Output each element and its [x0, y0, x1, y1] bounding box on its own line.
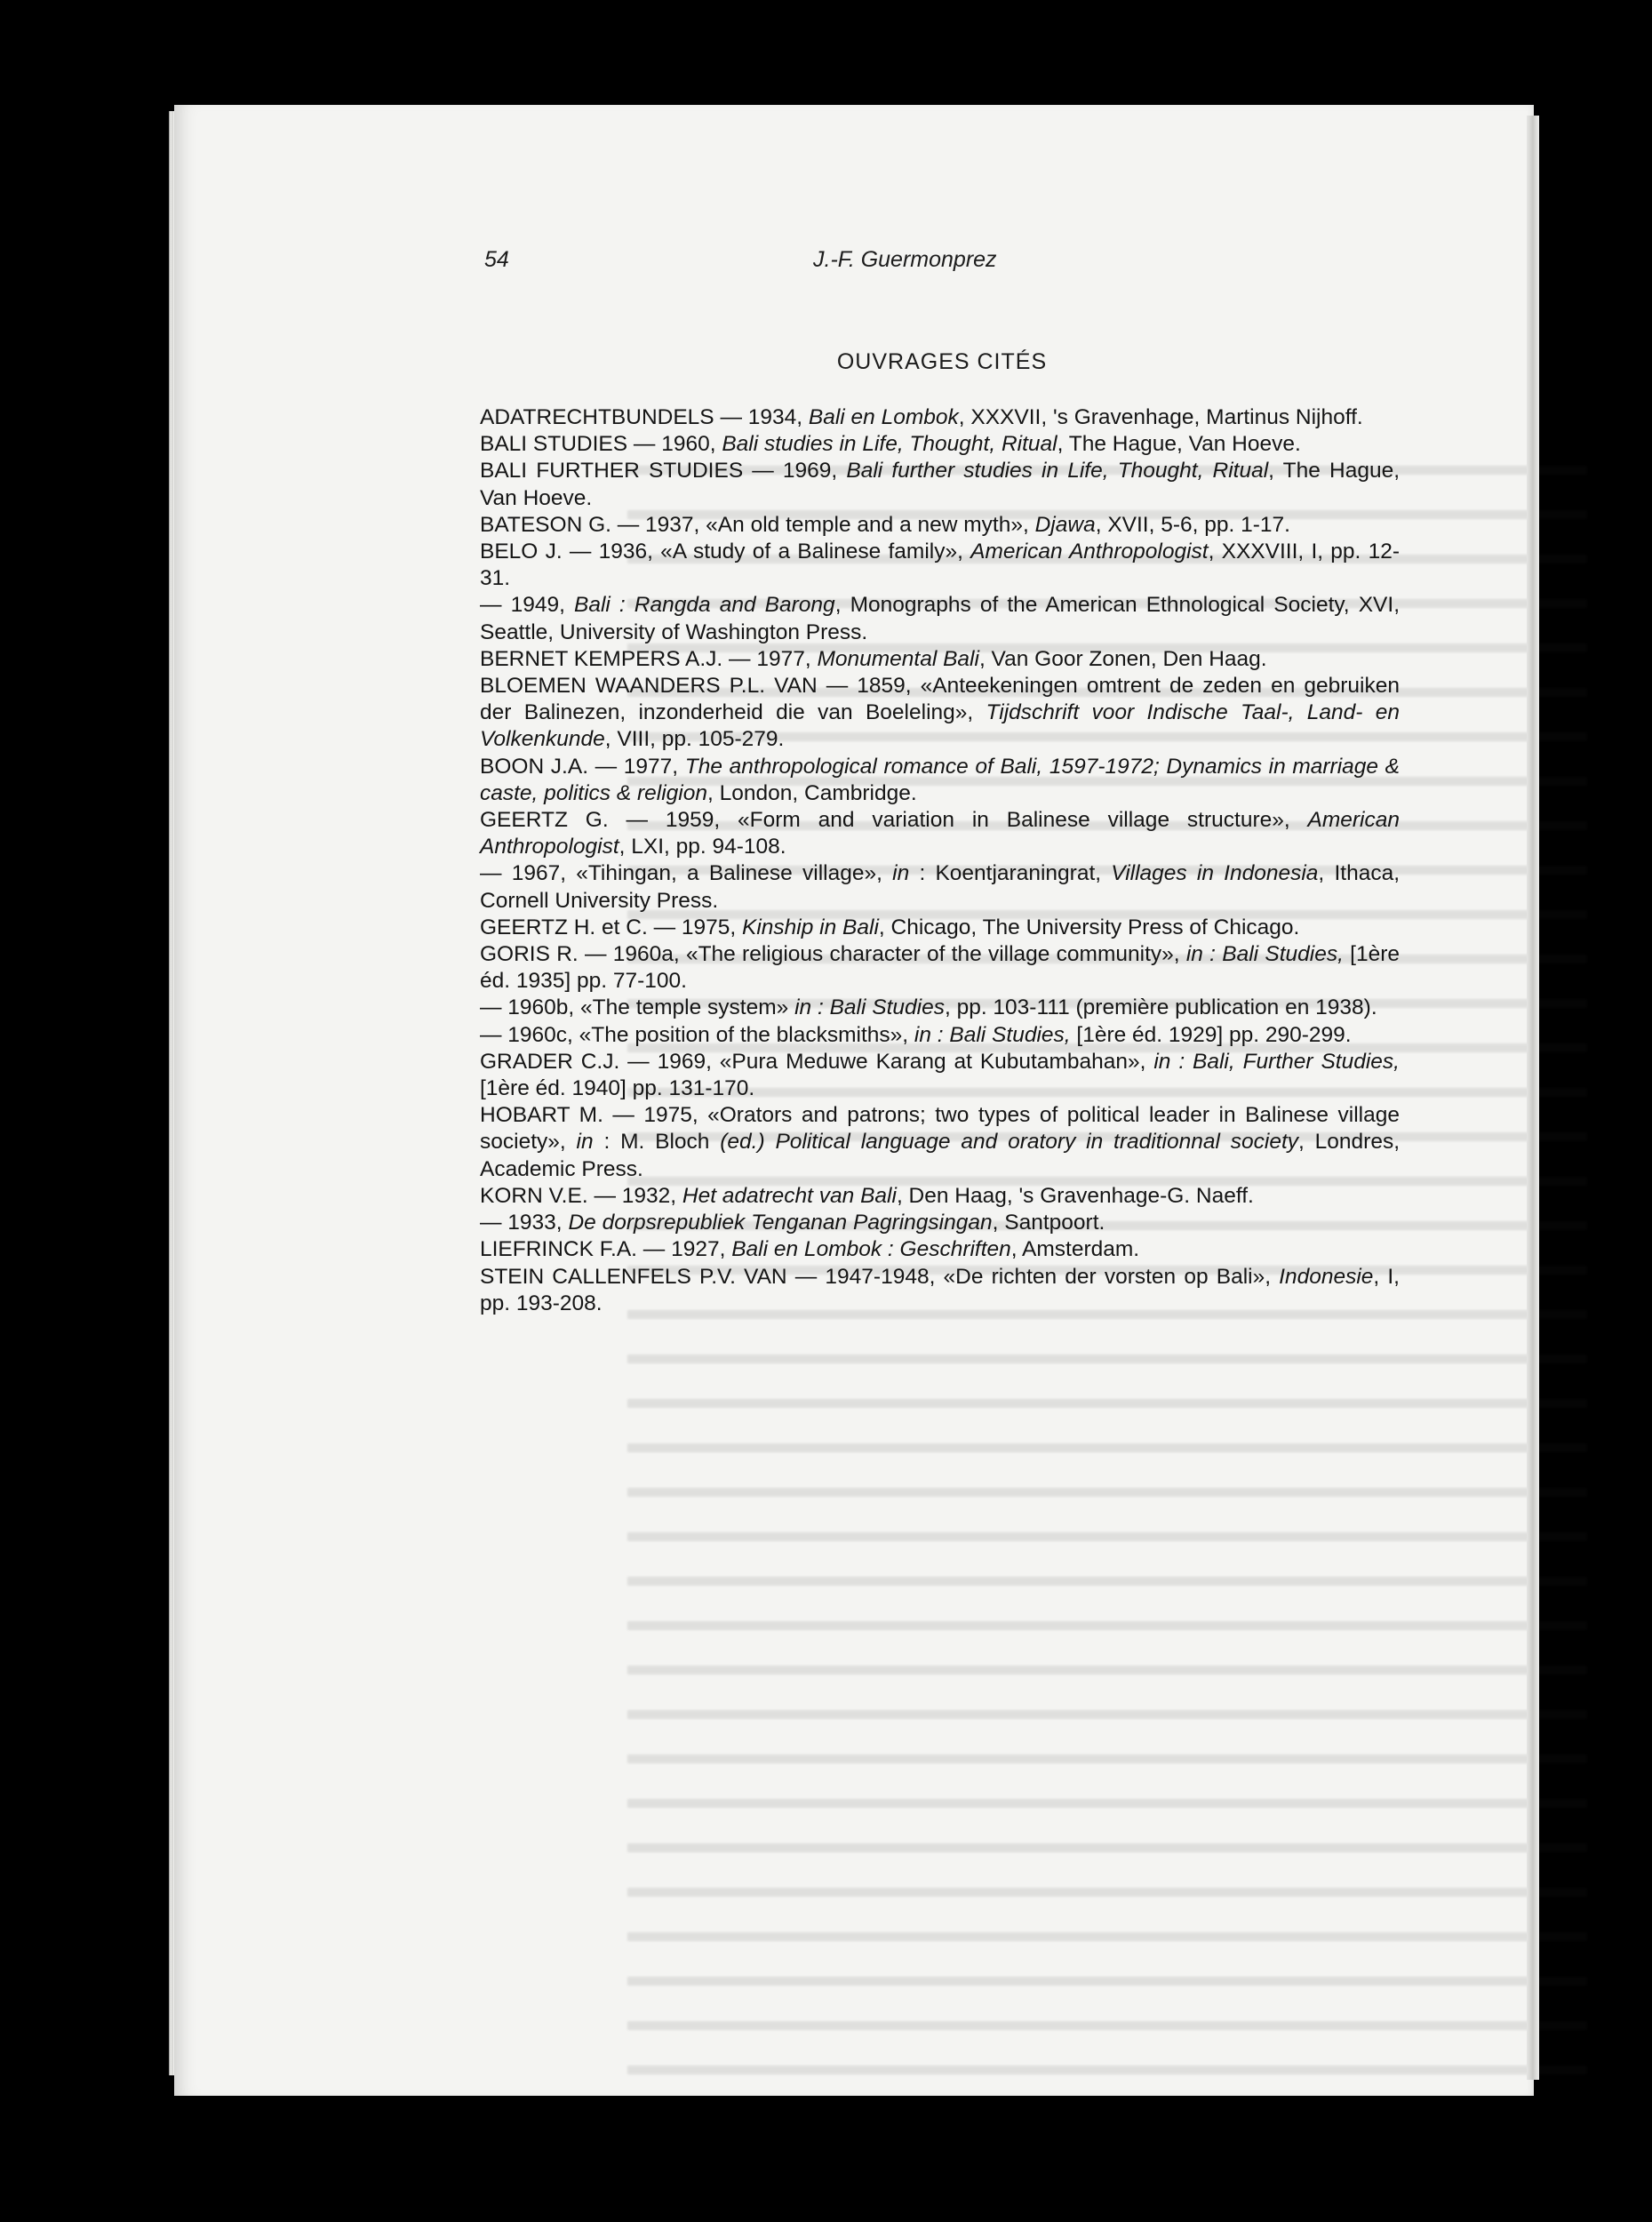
reference-text: — 1960c, «The position of the blacksmiths»,: [480, 1022, 914, 1047]
reference-entry: [480, 1049, 1400, 1102]
reference-text: BERNET KEMPERS A.J. — 1977,: [480, 646, 818, 671]
reference-text: , XXXVIII, I, pp. 12-31.: [480, 540, 1400, 591]
reference-italic-text: (ed.) Political language and oratory in traditionnal society: [720, 1130, 1299, 1155]
reference-text: , LXI, pp. 94-108.: [619, 835, 786, 859]
reference-text: , Santpoort.: [992, 1211, 1105, 1235]
reference-text: BALI STUDIES — 1960,: [480, 432, 722, 457]
reference-italic-text: Djawa: [1034, 512, 1096, 537]
reference-text: BALI FURTHER STUDIES — 1969,: [480, 459, 847, 484]
reference-text: , The Hague, Van Hoeve.: [480, 459, 1400, 510]
reference-entry: [480, 592, 1400, 645]
reference-entry: [480, 673, 1400, 754]
reference-text: [1ère éd. 1940] pp. 131-170.: [480, 1076, 755, 1101]
reference-entry: [480, 915, 1400, 941]
reference-italic-text: De dorpsrepubliek Tenganan Pagringsingan: [568, 1211, 993, 1235]
page-number: 54: [484, 247, 509, 272]
reference-text: GEERTZ H. et C. — 1975,: [480, 915, 743, 939]
reference-italic-text: Bali en Lombok : Geschriften: [731, 1237, 1011, 1262]
reference-text: , London, Cambridge.: [707, 780, 917, 805]
reference-entry: [480, 539, 1400, 592]
reference-list: [480, 404, 1400, 1317]
reference-text: KORN V.E. — 1932,: [480, 1183, 682, 1208]
reference-italic-text: in : Bali Studies,: [1185, 942, 1344, 967]
reference-italic-text: in: [576, 1130, 594, 1155]
reference-entry: [480, 458, 1400, 511]
reference-entry: [480, 754, 1400, 807]
reference-text: , Van Goor Zonen, Den Haag.: [978, 646, 1267, 671]
reference-text: — 1960b, «The temple system»: [480, 995, 795, 1020]
reference-entry: [480, 1264, 1400, 1317]
reference-text: GRADER C.J. — 1969, «Pura Meduwe Karang at Kubutambahan»,: [480, 1049, 1154, 1074]
reference-italic-text: Villages in Indonesia: [1111, 861, 1319, 886]
reference-text: , Monographs of the American Ethnological Society, XVI, Seattle, University of Washington Press.: [480, 593, 1400, 644]
reference-entry: [480, 995, 1400, 1021]
reference-text: BOON J.A. — 1977,: [480, 754, 685, 779]
reference-entry: [480, 404, 1400, 431]
reference-text: , Chicago, The University Press of Chicago.: [878, 915, 1300, 939]
reference-text: , The Hague, Van Hoeve.: [1057, 432, 1301, 457]
reference-text: , I, pp. 193-208.: [480, 1264, 1400, 1315]
reference-italic-text: in : Bali Studies: [794, 995, 945, 1020]
reference-entry: [480, 1102, 1400, 1183]
reference-text: HOBART M. — 1975, «Orators and patrons; two types of political leader in Balinese village society»,: [480, 1103, 1400, 1155]
page-right-edge: [1527, 116, 1539, 2080]
reference-italic-text: Kinship in Bali: [742, 915, 879, 939]
reference-italic-text: Bali : Rangda and Barong: [573, 593, 835, 618]
reference-italic-text: Het adatrecht van Bali: [682, 1183, 897, 1208]
reference-text: GEERTZ G. — 1959, «Form and variation in Balinese village structure»,: [480, 808, 1308, 833]
reference-text: : Koentjaraningrat,: [909, 861, 1112, 886]
reference-text: [1ère éd. 1929] pp. 290-299.: [1070, 1022, 1352, 1047]
reference-text: BLOEMEN WAANDERS P.L. VAN — 1859, «Anteekeningen omtrent de zeden en gebruiken der Balinezen, inzonderheid die van Boeleling»,: [480, 674, 1400, 725]
running-head: J.-F. Guermonprez: [813, 247, 997, 272]
reference-italic-text: in: [892, 861, 910, 886]
reference-text: BATESON G. — 1937, «An old temple and a new myth»,: [480, 512, 1035, 537]
reference-entry: [480, 1183, 1400, 1210]
reference-text: — 1967, «Tihingan, a Balinese village»,: [480, 861, 893, 886]
reference-text: , Ithaca, Cornell University Press.: [480, 861, 1400, 913]
reference-text: LIEFRINCK F.A. — 1927,: [480, 1237, 732, 1262]
reference-italic-text: American Anthropologist: [970, 540, 1209, 564]
reference-text: , Den Haag, 's Gravenhage-G. Naeff.: [896, 1183, 1254, 1208]
reference-entry: [480, 1022, 1400, 1049]
reference-text: , pp. 103-111 (première publication en 1938).: [944, 995, 1377, 1020]
reference-italic-text: The anthropological romance of Bali, 1597-1972; Dynamics in marriage & caste, politics & religion: [480, 754, 1401, 805]
reference-italic-text: in : Bali, Further Studies,: [1153, 1049, 1400, 1074]
reference-entry: [480, 1236, 1400, 1263]
reference-text: , XXXVII, 's Gravenhage, Martinus Nijhoff.: [958, 405, 1363, 429]
reference-text: [1ère éd. 1935] pp. 77-100.: [480, 942, 1400, 994]
reference-text: ADATRECHTBUNDELS — 1934,: [480, 405, 809, 429]
reference-text: GORIS R. — 1960a, «The religious character of the village community»,: [480, 942, 1186, 967]
reference-text: , XVII, 5-6, pp. 1-17.: [1095, 512, 1290, 537]
reference-text: STEIN CALLENFELS P.V. VAN — 1947-1948, «De richten der vorsten op Bali»,: [480, 1264, 1280, 1289]
reference-text: : M. Bloch: [593, 1130, 721, 1155]
reference-entry: [480, 807, 1400, 860]
page-header: [484, 247, 1373, 283]
reference-italic-text: Monumental Bali: [817, 646, 979, 671]
reference-italic-text: Tijdschrift voor Indische Taal-, Land- en Volkenkunde: [480, 700, 1400, 752]
reference-entry: [480, 512, 1400, 539]
reference-text: , Amsterdam.: [1010, 1237, 1140, 1262]
reference-italic-text: American Anthropologist: [480, 808, 1400, 859]
reference-text: — 1933,: [480, 1211, 569, 1235]
reference-entry: [480, 860, 1400, 914]
reference-entry: [480, 431, 1400, 458]
reference-italic-text: in : Bali Studies,: [914, 1022, 1071, 1047]
reference-italic-text: Bali en Lombok: [808, 405, 959, 429]
reference-italic-text: Indonesie: [1279, 1264, 1374, 1289]
reference-entry: [480, 646, 1400, 673]
reference-entry: [480, 941, 1400, 995]
reference-text: , Londres, Academic Press.: [480, 1130, 1400, 1181]
reference-italic-text: Bali further studies in Life, Thought, Ritual: [846, 459, 1269, 484]
reference-text: — 1949,: [480, 593, 574, 618]
reference-text: , VIII, pp. 105-279.: [604, 727, 785, 752]
reference-italic-text: Bali studies in Life, Thought, Ritual: [722, 432, 1057, 457]
section-title: OUVRAGES CITÉS: [836, 349, 1048, 374]
reference-text: BELO J. — 1936, «A study of a Balinese family»,: [480, 540, 971, 564]
reference-entry: [480, 1210, 1400, 1236]
